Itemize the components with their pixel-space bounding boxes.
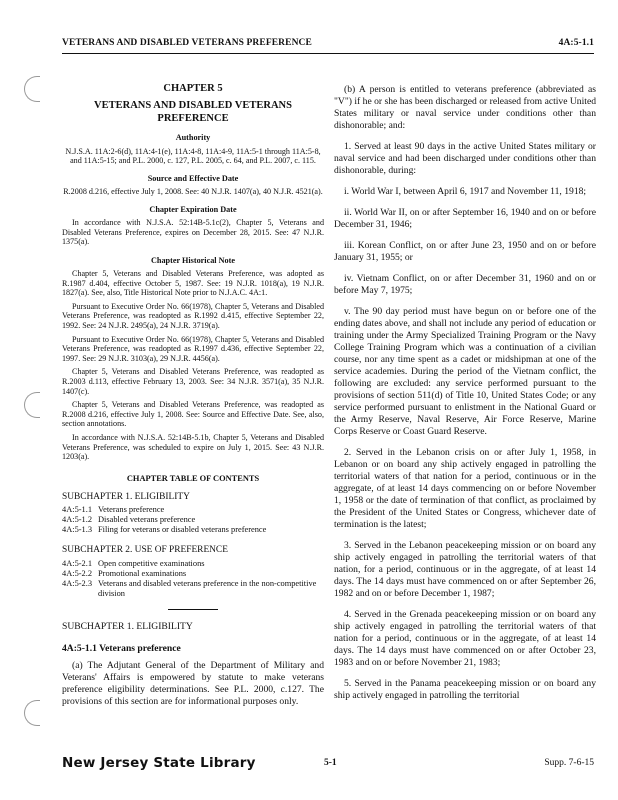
- body-paragraph: 1. Served at least 90 days in the active United States military or naval service and had been discharged under conditions other than dishonorable, during:: [334, 141, 596, 176]
- toc-entry[interactable]: 4A:5-1.1 Veterans preference: [62, 505, 165, 515]
- historical-note-paragraph: In accordance with N.J.S.A. 52:14B-5.1b, Chapter 5, Veterans and Disabled Veterans Preference, was scheduled to expire on July 1, 2015. See: 43 N.J.R. 1203(a).: [62, 432, 324, 462]
- chapter-title: VETERANS AND DISABLED VETERANS PREFERENCE: [94, 100, 292, 124]
- body-paragraph: v. The 90 day period must have begun on or before one of the ending dates above, and shall not include any period of education or training under the Army Specialized Training Program or the Navy College Training Program which was a continuation of a civilian course, nor any time spent as a cadet or midshipman at one of the service academies. During the period of the Vietnam conflict, the following are excluded: any service performed pursuant to the provisions of section 511(d) of Title 10, United States Code; or any service performed pursuant to enlistment in the National Guard or the Army Reserve, Naval Reserve, Air Force Reserve, Marine Corps Reserve or Coast Guard Reserve.: [334, 306, 596, 437]
- header-section: 4A:5-1.1: [558, 38, 594, 48]
- body-paragraph: iii. Korean Conflict, on or after June 23, 1950 and on or before January 31, 1955; or: [334, 240, 596, 263]
- toc-entry[interactable]: 4A:5-2.2 Promotional examinations: [62, 568, 187, 578]
- historical-note-heading: Chapter Historical Note: [151, 255, 235, 265]
- toc-subchapter: SUBCHAPTER 1. ELIGIBILITY: [62, 492, 190, 503]
- toc-entry[interactable]: 4A:5-2.3 Veterans and disabled veterans preference in the non-competitive division: [62, 578, 317, 598]
- body-paragraph: iv. Vietnam Conflict, on or after December 31, 1960 and on or before May 7, 1975;: [334, 273, 596, 296]
- body-paragraph: 5. Served in the Panama peacekeeping mission or on board any ship actively engaged in patrolling the territorial: [334, 678, 596, 701]
- expiration-heading: Chapter Expiration Date: [149, 204, 237, 214]
- authority-heading: Authority: [175, 133, 211, 143]
- body-paragraph: 2. Served in the Lebanon crisis on or after July 1, 1958, in Lebanon or on board any ship actively engaged in patrolling the territorial waters of that nation for a period, continuous or in the aggregate, of at least 14 days commencing on or before November 1, 1958 or the date of termination of that conflict, as proclaimed by the President of the United States or Congress, whichever date of termination is the latest;: [334, 447, 596, 530]
- source-text: R.2008 d.216, effective July 1, 2008. See: 40 N.J.R. 1407(a), 40 N.J.R. 4521(a).: [63, 187, 323, 197]
- binder-hole-mark: [24, 392, 40, 418]
- page-number: 5-1: [324, 758, 337, 768]
- body-paragraph: ii. World War II, on or after September 16, 1940 and on or before December 31, 1946;: [334, 207, 596, 230]
- toc-entry[interactable]: 4A:5-1.3 Filing for veterans or disabled veterans preference: [62, 525, 267, 535]
- section-title: 4A:5-1.1 Veterans preference: [62, 642, 181, 654]
- body-paragraph: (b) A person is entitled to veterans preference (abbreviated as "V") if he or she has been discharged or released from active United States military or naval service under conditions other than dishonorable; and:: [334, 84, 596, 131]
- toc-entry[interactable]: 4A:5-1.2 Disabled veterans preference: [62, 515, 196, 525]
- expiration-text: In accordance with N.J.S.A. 52:14B-5.1c(2), Chapter 5, Veterans and Disabled Veterans Preference, expires on December 28, 2015. See: 47 N.J.R. 1375(a).: [62, 217, 324, 247]
- body-paragraph: 3. Served in the Lebanon peacekeeping mission or on board any ship actively engaged in patrolling the territorial waters of that nation, for a period, continuous or in the aggregate, of at least 14 days. The 14 days must have commenced on or after September 26, 1982 and on or before December 1, 1987;: [334, 540, 596, 599]
- historical-note-paragraph: Chapter 5, Veterans and Disabled Veterans Preference, was adopted as R.1987 d.404, effective October 5, 1987. See: 19 N.J.R. 1018(a), 19 N.J.R. 1827(a). See, also, Title Historical Note prior to N.J.A.C. 4A:1.: [62, 269, 324, 298]
- body-paragraph: i. World War I, between April 6, 1917 and November 11, 1918;: [344, 186, 587, 197]
- chapter-number: CHAPTER 5: [163, 83, 223, 94]
- source-heading: Source and Effective Date: [147, 173, 239, 183]
- section-paragraph: (a) The Adjutant General of the Department of Military and Veterans' Affairs is empowered by statute to make veterans preference eligibility determinations. See P.L. 2000, c.127. The provisions of this section are for informational purposes only.: [62, 660, 324, 708]
- header-title: VETERANS AND DISABLED VETERANS PREFERENCE: [62, 38, 312, 48]
- historical-note-paragraph: Pursuant to Executive Order No. 66(1978), Chapter 5, Veterans and Disabled Veterans Preference, was readopted as R.1992 d.415, effective September 22, 1992. See: 24 N.J.R. 2495(a), 24 N.J.R. 3719(a).: [62, 301, 324, 331]
- right-column: [334, 84, 596, 711]
- toc-subchapter: SUBCHAPTER 2. USE OF PREFERENCE: [62, 545, 228, 556]
- binder-hole-mark: [24, 700, 40, 726]
- authority-text: N.J.S.A. 11A:2-6(d), 11A:4-1(e), 11A:4-8, 11A:4-9, 11A:5-1 through 11A:5-8, and 11A:5-15; and P.L. 2000, c. 127, P.L. 2005, c. 64, and P.L. 2007, c. 115.: [65, 146, 321, 166]
- body-paragraph: 4. Served in the Grenada peacekeeping mission or on board any ship actively engaged in patrolling the territorial waters of that nation for a period, continuous or in the aggregate, of at least 14 days. The 14 days must have commenced on or after October 23, 1983 and on or before November 21, 1983;: [334, 609, 596, 668]
- subchapter-heading: SUBCHAPTER 1. ELIGIBILITY: [62, 620, 193, 632]
- supplement-date: Supp. 7-6-15: [544, 758, 594, 768]
- historical-note-paragraph: Chapter 5, Veterans and Disabled Veterans Preference, was readopted as R.2003 d.113, effective February 13, 2003. See: 34 N.J.R. 3571(a), 35 N.J.R. 1407(c).: [62, 367, 324, 396]
- running-header: [62, 38, 594, 54]
- toc-entry[interactable]: 4A:5-2.1 Open competitive examinations: [62, 558, 205, 568]
- page-footer: [62, 752, 594, 774]
- library-watermark: New Jersey State Library: [62, 755, 256, 771]
- historical-note-paragraph: Pursuant to Executive Order No. 66(1978), Chapter 5, Veterans and Disabled Veterans Preference, was readopted as R.1997 d.436, effective September 22, 1997. See: 29 N.J.R. 3103(a), 29 N.J.R. 4456(a).: [62, 334, 324, 363]
- binder-hole-mark: [24, 76, 40, 102]
- section-divider: [168, 609, 218, 610]
- left-column: [62, 84, 324, 708]
- historical-note-paragraph: Chapter 5, Veterans and Disabled Veterans Preference, was readopted as R.2008 d.216, effective July 1, 2008. See: Source and Effective Date. See, also, section annotations.: [62, 400, 324, 429]
- toc-heading: CHAPTER TABLE OF CONTENTS: [126, 473, 260, 483]
